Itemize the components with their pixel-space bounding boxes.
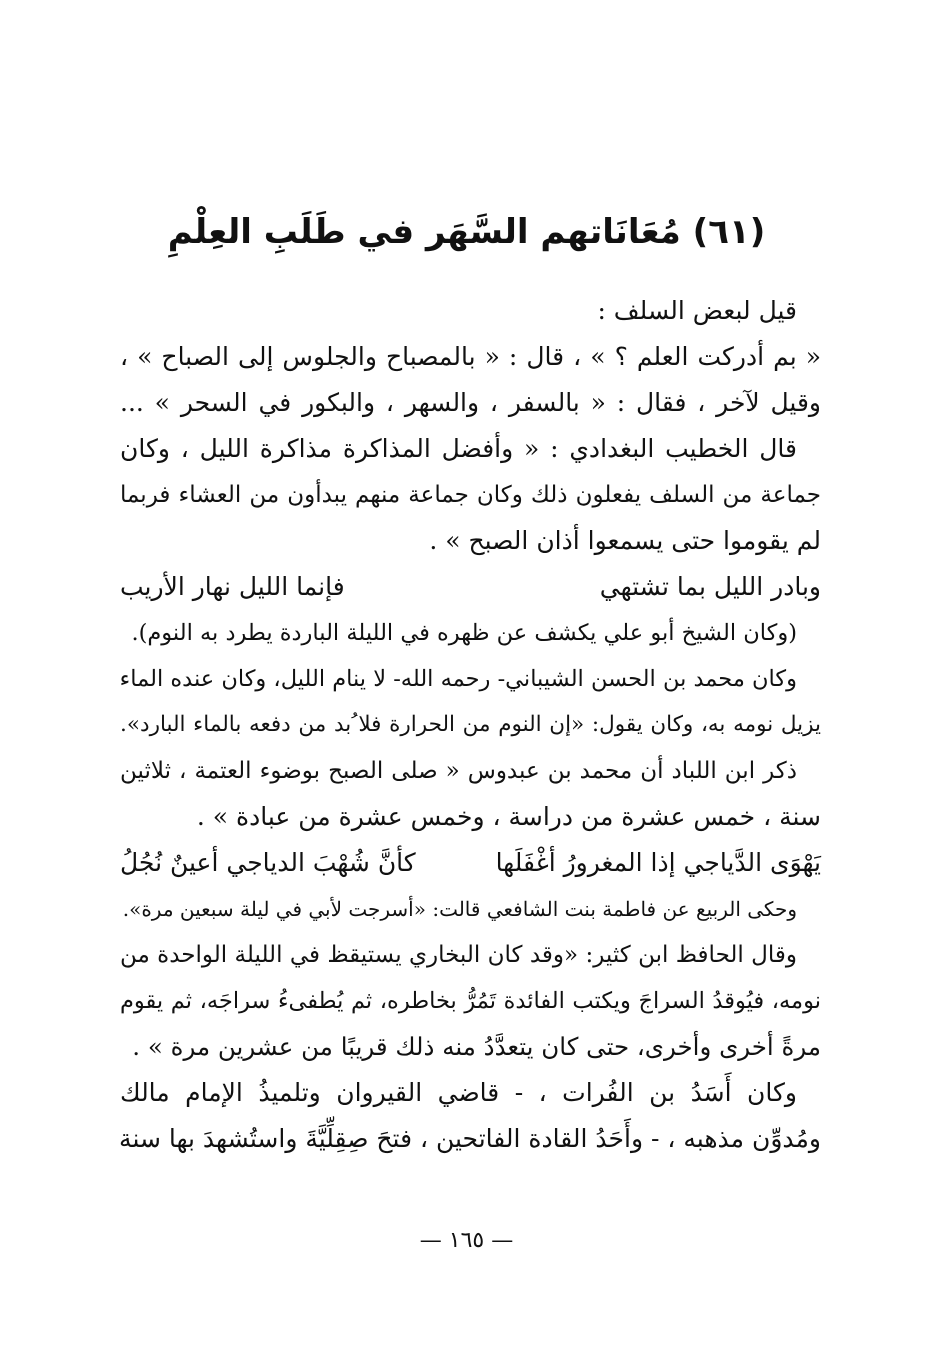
text-line: ومُدوِّن مذهبه ، - وأَحَدُ القادة الفاتحين ، فتحَ صِقِلِّيَّةَ واستُشهدَ بها سنة	[119, 1124, 821, 1153]
page-body	[120, 288, 821, 1162]
text-line: قيل لبعض السلف :	[597, 296, 797, 325]
verse-second-hemistich: كأنَّ شُهْبَ الدياجي أعينٌ نُجُلُ	[120, 848, 416, 877]
text-line: لم يقوموا حتى يسمعوا أذان الصبح » .	[429, 526, 821, 555]
text-line: ذكر ابن اللباد أن محمد بن عبدوس « صلى الصبح بوضوء العتمة ، ثلاثين	[120, 758, 797, 784]
text-line: وقيل لآخر ، فقال : « بالسفر ، والسهر ، والبكور في السحر » ...	[120, 388, 821, 417]
poetry-verse	[120, 564, 821, 610]
text-line: وقال الحافظ ابن كثير: «وقد كان البخاري يستيقظ في الليلة الواحدة من	[120, 942, 797, 968]
section-heading: (٦١) مُعَانَاتهم السَّهَر في طَلَبِ العِلْمِ	[167, 212, 766, 252]
text-line: جماعة من السلف يفعلون ذلك وكان جماعة منهم يبدأون من العشاء فربما	[120, 482, 822, 508]
text-line: وكان محمد بن الحسن الشيباني- رحمه الله- لا ينام الليل، وكان عنده الماء	[119, 666, 797, 692]
text-line: قال الخطيب البغدادي : « وأفضل المذاكرة مذاكرة الليل ، وكان	[120, 434, 797, 463]
page-number: — ١٦٥ —	[419, 1228, 514, 1253]
text-line: « بم أدركت العلم ؟ » ، قال : « بالمصباح والجلوس إلى الصباح » ،	[120, 342, 821, 371]
poetry-verse	[120, 840, 821, 886]
text-line: يزيل نومه به، وكان يقول: «إن النوم من الحرارة فلا ُبد من دفعه بالماء البارد».	[120, 712, 821, 737]
text-line: سنة ، خمس عشرة من دراسة ، وخمس عشرة من عبادة » .	[196, 802, 821, 831]
text-line: (وكان الشيخ أبو علي يكشف عن ظهره في الليلة الباردة يطرد به النوم).	[131, 620, 797, 646]
verse-first-hemistich: وبادر الليل بما تشتهي	[599, 572, 821, 601]
text-line: نومه، فيُوقدُ السراجَ ويكتب الفائدة تَمُرُّ بخاطره، ثم يُطفىءُ سراجَه، ثم يقوم	[120, 988, 821, 1014]
verse-first-hemistich: يَهْوَى الدَّياجي إذا المغرورُ أغْفَلَها	[495, 848, 821, 877]
text-line: وحكى الربيع عن فاطمة بنت الشافعي قالت: «أسرجت لأبي في ليلة سبعين مرة».	[122, 897, 797, 921]
text-line: وكان أَسَدُ بن الفُرات ، - قاضي القيروان وتلميذُ الإمام مالك	[120, 1078, 797, 1107]
verse-second-hemistich: فإنما الليل نهار الأريب	[120, 572, 345, 601]
text-line: مرةً أخرى وأخرى، حتى كان يتعدَّدُ منه ذلك قريبًا من عشرين مرة » .	[132, 1032, 821, 1061]
